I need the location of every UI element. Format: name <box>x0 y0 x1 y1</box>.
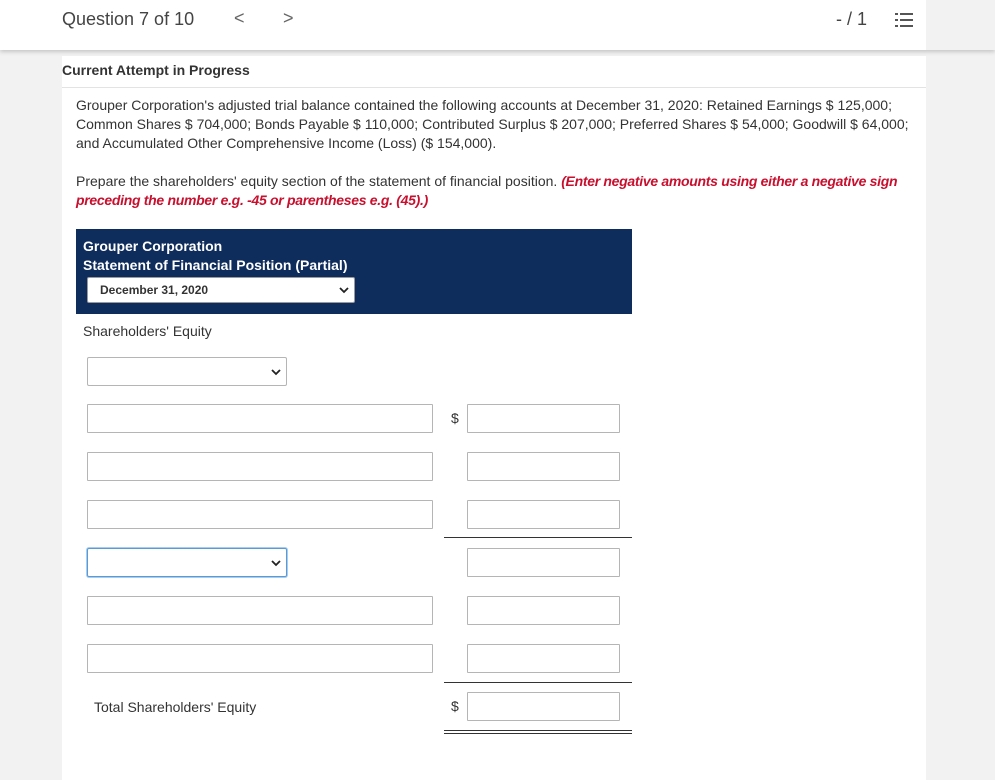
question-text: Grouper Corporation's adjusted trial balance contained the following accounts at December 31, 2020: Retained Earnings $ 125,000; Common Shares $ 704,000; Bonds Payable $ 110,000; Contributed Surplus $ 207,000; Preferred Shares $ 54,000; Goodwill $ 64,000; and Accumulated Other Comprehensive Income (Loss) ($ 154,000). <box>76 97 909 151</box>
amount-input-3[interactable] <box>467 500 620 529</box>
instruction-text <box>76 172 916 210</box>
attempt-status: Current Attempt in Progress <box>62 62 250 78</box>
date-selected-value: December 31, 2020 <box>100 283 209 297</box>
account-label-input-5[interactable] <box>87 596 433 625</box>
top-bar <box>0 0 995 50</box>
dollar-sign: $ <box>451 410 459 426</box>
total-equity-input[interactable] <box>467 692 620 721</box>
amount-input-5[interactable] <box>467 596 620 625</box>
account-label-input-6[interactable] <box>87 644 433 673</box>
double-rule-bottom <box>444 733 632 734</box>
top-bar-gutter <box>926 0 995 50</box>
negative-amount-hint: (Enter negative amounts using either a negative sign preceding the number e.g. -45 or parentheses e.g. (45).) <box>76 173 898 208</box>
attempt-bar <box>62 56 926 88</box>
instruction: Prepare the shareholders' equity section of the statement of financial position. <box>76 173 558 189</box>
date-dropdown[interactable] <box>87 277 355 303</box>
account-label-input-3[interactable] <box>87 500 433 529</box>
chevron-down-icon <box>339 285 349 295</box>
dollar-sign: $ <box>451 698 459 714</box>
list-icon[interactable] <box>894 10 914 30</box>
subtotal-rule <box>444 682 632 683</box>
equity-account-select-1[interactable] <box>87 357 287 386</box>
shareholders-equity-label: Shareholders' Equity <box>83 323 212 339</box>
statement-header <box>76 229 632 314</box>
account-label-input-1[interactable] <box>87 404 433 433</box>
score-display: - / 1 <box>836 9 868 29</box>
statement-title: Statement of Financial Position (Partial) <box>83 257 348 273</box>
question-counter: Question 7 of 10 <box>62 9 195 29</box>
question-panel <box>62 56 926 780</box>
amount-input-2[interactable] <box>467 452 620 481</box>
chevron-down-icon <box>271 558 281 568</box>
amount-input-4[interactable] <box>467 548 620 577</box>
account-label-input-2[interactable] <box>87 452 433 481</box>
chevron-down-icon <box>271 367 281 377</box>
amount-input-6[interactable] <box>467 644 620 673</box>
chevron-left-icon[interactable]: < <box>234 8 245 28</box>
total-equity-label: Total Shareholders' Equity <box>94 699 257 715</box>
equity-account-select-2[interactable] <box>87 548 287 577</box>
double-rule-top <box>444 730 632 731</box>
company-name: Grouper Corporation <box>83 238 223 254</box>
subtotal-rule <box>444 537 632 538</box>
amount-input-1[interactable] <box>467 404 620 433</box>
chevron-right-icon[interactable]: > <box>283 8 294 28</box>
